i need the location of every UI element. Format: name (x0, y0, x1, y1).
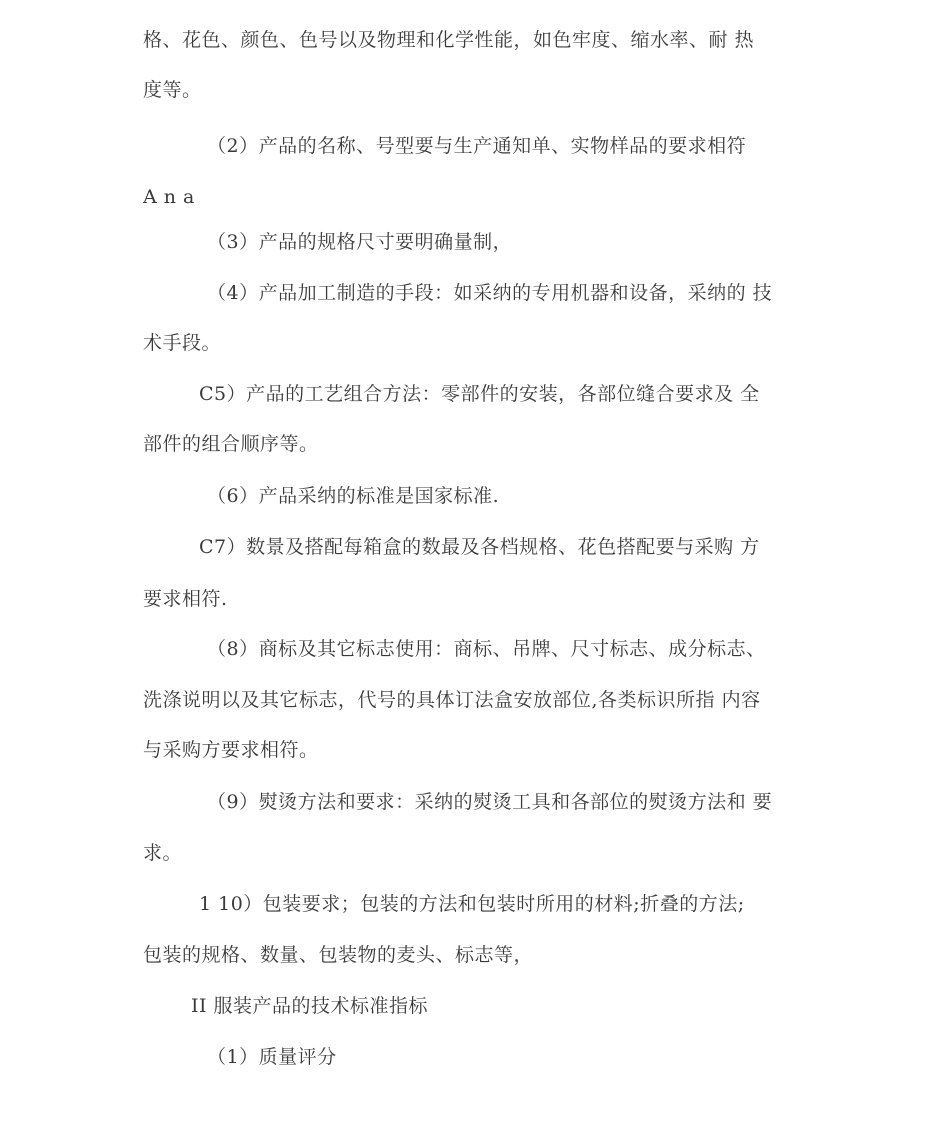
list-item-10: 1 10）包装要求；包装的方法和包装时所用的材料;折叠的方法; (199, 893, 745, 915)
text-line: 术手段。 (143, 332, 222, 354)
list-item-2: （2）产品的名称、号型要与生产通知单、实物样品的要求相符 (207, 135, 747, 157)
text-line: A n a (143, 186, 195, 208)
text-line: 与采购方要求相符。 (143, 739, 319, 761)
text-line: 格、花色、颜色、色号以及物理和化学性能，如色牢度、缩水率、耐 热 (143, 29, 755, 51)
text-line: 要求相符. (143, 588, 228, 610)
section-heading: II 服装产品的技术标准指标 (191, 995, 429, 1017)
text-line: 部件的组合顺序等。 (143, 433, 319, 455)
list-item-7: C7）数景及搭配每箱盒的数最及各档规格、花色搭配要与采购 方 (199, 536, 760, 558)
text-line: 洗涤说明以及其它标志，代号的具体订法盒安放部位,各类标识所指 内容 (143, 689, 761, 711)
list-item-9: （9）熨烫方法和要求：采纳的熨烫工具和各部位的熨烫方法和 要 (207, 791, 773, 813)
list-item-3: （3）产品的规格尺寸要明确量制， (207, 231, 513, 253)
text-line: 包装的规格、数量、包装物的麦头、标志等， (143, 944, 534, 966)
list-item-4: （4）产品加工制造的手段：如采纳的专用机器和设备，采纳的 技 (207, 282, 773, 304)
list-item-6: （6）产品采纳的标准是国家标准. (207, 485, 500, 507)
text-line: 度等。 (143, 79, 202, 101)
list-item-8: （8）商标及其它标志使用：商标、吊牌、尺寸标志、成分标志、 (207, 638, 766, 660)
list-item-1: （1）质量评分 (207, 1046, 337, 1068)
list-item-5: C5）产品的工艺组合方法：零部件的安装，各部位缝合要求及 全 (199, 383, 760, 405)
text-line: 求。 (143, 842, 183, 864)
